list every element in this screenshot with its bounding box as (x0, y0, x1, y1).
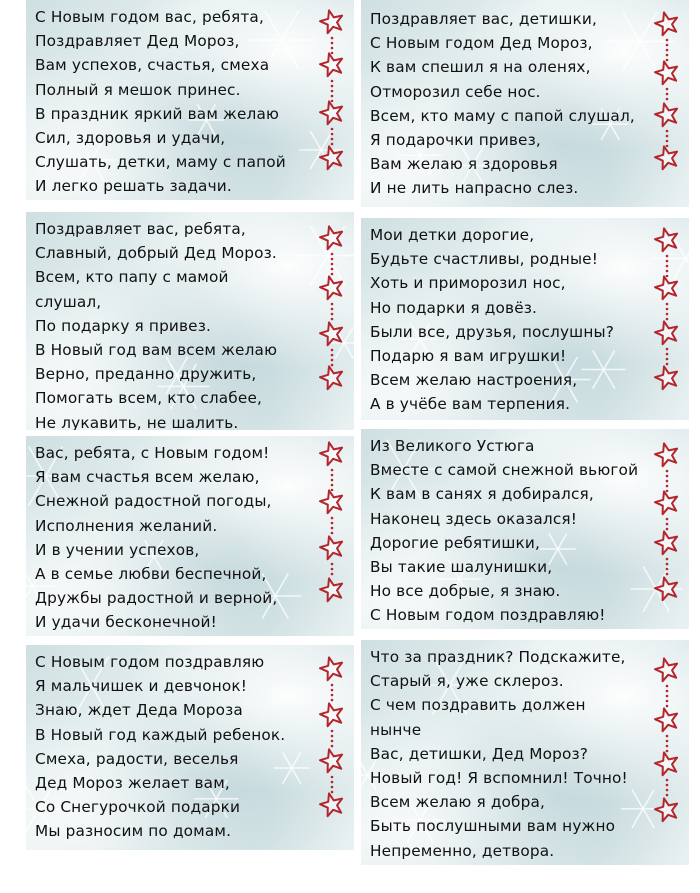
poem-line: Не лукавить, не шалить. (35, 413, 239, 430)
poem-line: Славный, добрый Дед Мороз. (35, 244, 277, 263)
poem-line: А в семье любви беспечной, (35, 565, 267, 584)
poem-line: Всем, кто папу с мамой (35, 268, 229, 287)
star-column (653, 429, 683, 629)
red-outline-star-icon (653, 575, 681, 603)
poem-line: Вам желаю я здоровья (370, 155, 558, 174)
star-column (653, 218, 683, 420)
poem-line: Поздравляет вас, ребята, (35, 220, 246, 238)
poem-line: Подарю я вам игрушки! (370, 347, 567, 366)
poem-line: Мои детки дорогие, (370, 226, 535, 244)
poem-line: Старый я, уже склероз. (370, 672, 564, 691)
poem-line: И не лить напрасно слез. (370, 179, 579, 198)
poem-text (35, 650, 285, 844)
poem-text (370, 434, 638, 628)
poem-text (370, 223, 614, 417)
poem-line: Но все добрые, я знаю. (370, 582, 561, 601)
red-outline-star-icon (653, 441, 681, 469)
star-column (318, 0, 348, 200)
poem-line: Всем, кто маму с папой слушал, (370, 106, 635, 125)
poem-line: Что за праздник? Подскажите, (370, 648, 626, 666)
red-outline-star-icon (653, 750, 681, 778)
red-outline-star-icon (653, 319, 681, 347)
poem-line: Дружбы радостной и верной, (35, 589, 278, 608)
poem-line: Знаю, ждет Деда Мороза (35, 701, 243, 720)
poem-line: Помогать всем, кто слабее, (35, 389, 263, 408)
poem-line: Поздравляет вас, детишки, (370, 10, 597, 28)
poem-line: Смеха, радости, веселья (35, 749, 239, 768)
poem-line: Всем желаю я добра, (370, 793, 546, 812)
poem-line: Из Великого Устюга (370, 437, 535, 455)
poem-line: Но подарки я довёз. (370, 298, 538, 317)
poem-text (370, 645, 628, 863)
poem-card-1 (26, 0, 354, 200)
poem-line: И удачи бесконечной! (35, 613, 217, 632)
red-outline-star-icon (318, 655, 346, 683)
poem-card-5 (26, 436, 354, 636)
red-outline-star-icon (653, 364, 681, 392)
poem-line: Вас, ребята, с Новым годом! (35, 444, 270, 462)
star-column (653, 640, 683, 865)
red-outline-star-icon (318, 791, 346, 819)
poem-line: Я подарочки привез, (370, 131, 541, 150)
poem-line: Я мальчишек и девчонок! (35, 677, 248, 696)
star-column (318, 645, 348, 850)
red-outline-star-icon (653, 489, 681, 517)
poem-line: С Новым годом вас, ребята, (35, 8, 264, 26)
poem-text (370, 7, 635, 201)
poem-line: К вам в санях я добирался, (370, 485, 594, 504)
poem-line: И легко решать задачи. (35, 177, 232, 196)
poem-line: Дорогие ребятишки, (370, 533, 540, 552)
poem-line: С Новым годом Дед Мороз, (370, 34, 593, 53)
star-column (653, 0, 683, 207)
red-outline-star-icon (653, 274, 681, 302)
poem-line: Я вам счастья всем желаю, (35, 468, 260, 487)
poem-card-6 (361, 429, 689, 629)
poem-line: Новый год! Я вспомнил! Точно! (370, 769, 628, 788)
poem-card-4 (361, 218, 689, 420)
poem-line: Вас, детишки, Дед Мороз? (370, 744, 589, 763)
poem-line: слушал, (35, 292, 102, 311)
red-outline-star-icon (653, 10, 681, 38)
red-outline-star-icon (318, 8, 346, 36)
poem-text (35, 5, 286, 199)
poem-line: Непременно, детвора. (370, 841, 555, 860)
poem-line: Полный я мешок принес. (35, 80, 241, 99)
poem-line: По подарку я привез. (35, 316, 212, 335)
poem-text (35, 217, 277, 430)
red-outline-star-icon (318, 224, 346, 252)
poem-line: Быть послушными вам нужно (370, 817, 616, 836)
red-outline-star-icon (653, 656, 681, 684)
red-outline-star-icon (653, 706, 681, 734)
poem-card-7 (26, 645, 354, 850)
poem-line: Наконец здесь оказался! (370, 509, 578, 528)
poem-line: Были все, друзья, послушны? (370, 322, 614, 341)
poem-line: Отморозил себе нос. (370, 82, 541, 101)
poem-line: Исполнения желаний. (35, 516, 218, 535)
poem-line: Всем желаю настроения, (370, 371, 578, 390)
poem-line: Вы такие шалунишки, (370, 558, 553, 577)
poem-line: Поздравляет Дед Мороз, (35, 32, 240, 51)
red-outline-star-icon (318, 488, 346, 516)
red-outline-star-icon (318, 144, 346, 172)
poem-line: Хоть и приморозил нос, (370, 274, 566, 293)
red-outline-star-icon (318, 701, 346, 729)
red-outline-star-icon (318, 534, 346, 562)
poem-line: Мы разносим по домам. (35, 822, 232, 841)
red-outline-star-icon (318, 274, 346, 302)
poem-line: Снежной радостной погоды, (35, 492, 272, 511)
poem-line: И в учении успехов, (35, 540, 200, 559)
poem-card-2 (361, 0, 689, 207)
poem-line: Вместе с самой снежной вьюгой (370, 461, 639, 480)
poem-line: Слушать, детки, маму с папой (35, 153, 286, 172)
poem-line: С чем поздравить должен (370, 696, 586, 715)
red-outline-star-icon (318, 320, 346, 348)
red-outline-star-icon (653, 101, 681, 129)
poem-line: Будьте счастливы, родные! (370, 250, 599, 269)
star-column (318, 212, 348, 430)
poem-line: К вам спешил я на оленях, (370, 58, 591, 77)
red-outline-star-icon (653, 796, 681, 824)
poem-line: Со Снегурочкой подарки (35, 798, 241, 817)
red-outline-star-icon (318, 576, 346, 604)
poem-line: В Новый год каждый ребенок. (35, 725, 286, 744)
poem-line: С Новым годом поздравляю (35, 653, 265, 671)
poem-line: Дед Мороз желает вам, (35, 774, 230, 793)
red-outline-star-icon (318, 440, 346, 468)
poem-line: Вам успехов, счастья, смеха (35, 56, 270, 75)
poem-line: А в учёбе вам терпения. (370, 395, 571, 414)
poem-line: нынче (370, 720, 422, 739)
poem-card-8 (361, 640, 689, 865)
poem-line: В праздник яркий вам желаю (35, 104, 280, 123)
red-outline-star-icon (653, 226, 681, 254)
red-outline-star-icon (318, 364, 346, 392)
poem-text (35, 441, 277, 635)
poem-line: Сил, здоровья и удачи, (35, 129, 226, 148)
red-outline-star-icon (653, 59, 681, 87)
poem-line: Верно, преданно дружить, (35, 365, 257, 384)
red-outline-star-icon (318, 99, 346, 127)
poem-line: С Новым годом поздравляю! (370, 606, 606, 625)
red-outline-star-icon (653, 529, 681, 557)
red-outline-star-icon (318, 747, 346, 775)
poem-card-3 (26, 212, 354, 430)
poem-line: В Новый год вам всем желаю (35, 341, 278, 360)
star-column (318, 436, 348, 636)
red-outline-star-icon (653, 144, 681, 172)
red-outline-star-icon (318, 51, 346, 79)
